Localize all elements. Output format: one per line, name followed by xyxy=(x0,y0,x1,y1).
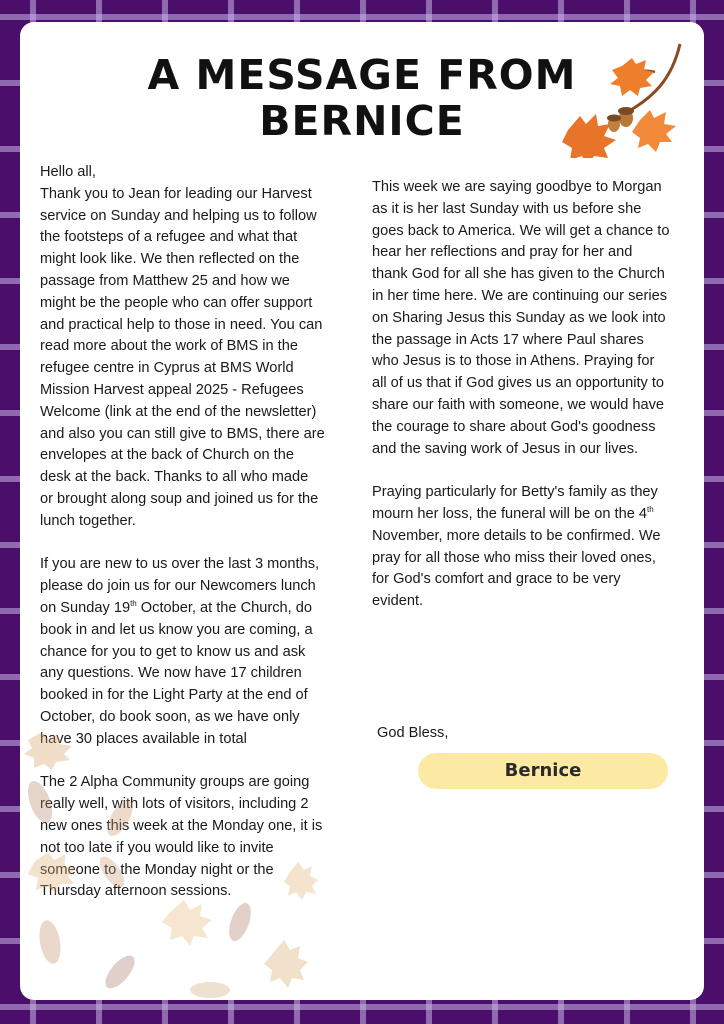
page-title xyxy=(20,52,704,144)
prayer-paragraph: Praying particularly for Betty's family as they mourn her loss, the funeral will be on the 4th November, more details to be confirmed. We pray for all those who miss their loved ones, for God's comfort and grace to be very evident. xyxy=(372,484,661,610)
greeting: Hello all, xyxy=(40,164,96,180)
harvest-paragraph: Thank you to Jean for leading our Harvest service on Sunday and helping us to follow the footsteps of a refugee and what that might look like. We then reflected on the passage from Matthew 25 and how we might be the people who can offer support and practical help to those in need. You can read more about the work of BMS in the refugee centre in Cyprus at BMS World Mission Harvest appeal 2025 - Refugees Welcome (link at the end of the newsletter) and also you can still give to BMS, there are envelopes at the back of Church on the desk at the back. Thanks to all who made or brought along soup and joined us for the lunch together. xyxy=(40,185,325,529)
newcomers-paragraph: If you are new to us over the last 3 months, please do join us for our Newcomers lunch on Sunday 19th October, at the Church, do book in and let us know you are coming, a chance for you to get to know us and ask any questions. We now have 17 children booked in for the Light Party at the end of October, do book soon, as we have only have 30 places available in total xyxy=(40,556,320,747)
title-line-2: BERNICE xyxy=(259,97,465,145)
signature: Bernice xyxy=(418,753,668,789)
left-column xyxy=(40,162,325,903)
alpha-paragraph: The 2 Alpha Community groups are going really well, with lots of visitors, including 2 new ones this week at the Monday one, it is not too late if you would like to invite someone to the Monday night or the Thursday afternoon sessions. xyxy=(40,774,323,900)
closing-text: God Bless, xyxy=(377,725,449,741)
title-line-1: A MESSAGE FROM xyxy=(147,51,577,99)
right-column xyxy=(372,177,672,613)
newsletter-card xyxy=(20,22,704,1000)
goodbye-paragraph: This week we are saying goodbye to Morgan as it is her last Sunday with us before she goes back to America. We will get a chance to hear her reflections and pray for her and thank God for all she has given to the Church in her time here. We are continuing our series on Sharing Jesus this Sunday as we look into the passage in Acts 17 where Paul shares who Jesus is to those in Athens. Praying for all of us that if God gives us an opportunity to share our faith with someone, we would have the courage to share about God's goodness and the saving work of Jesus in our lives. xyxy=(372,179,670,457)
